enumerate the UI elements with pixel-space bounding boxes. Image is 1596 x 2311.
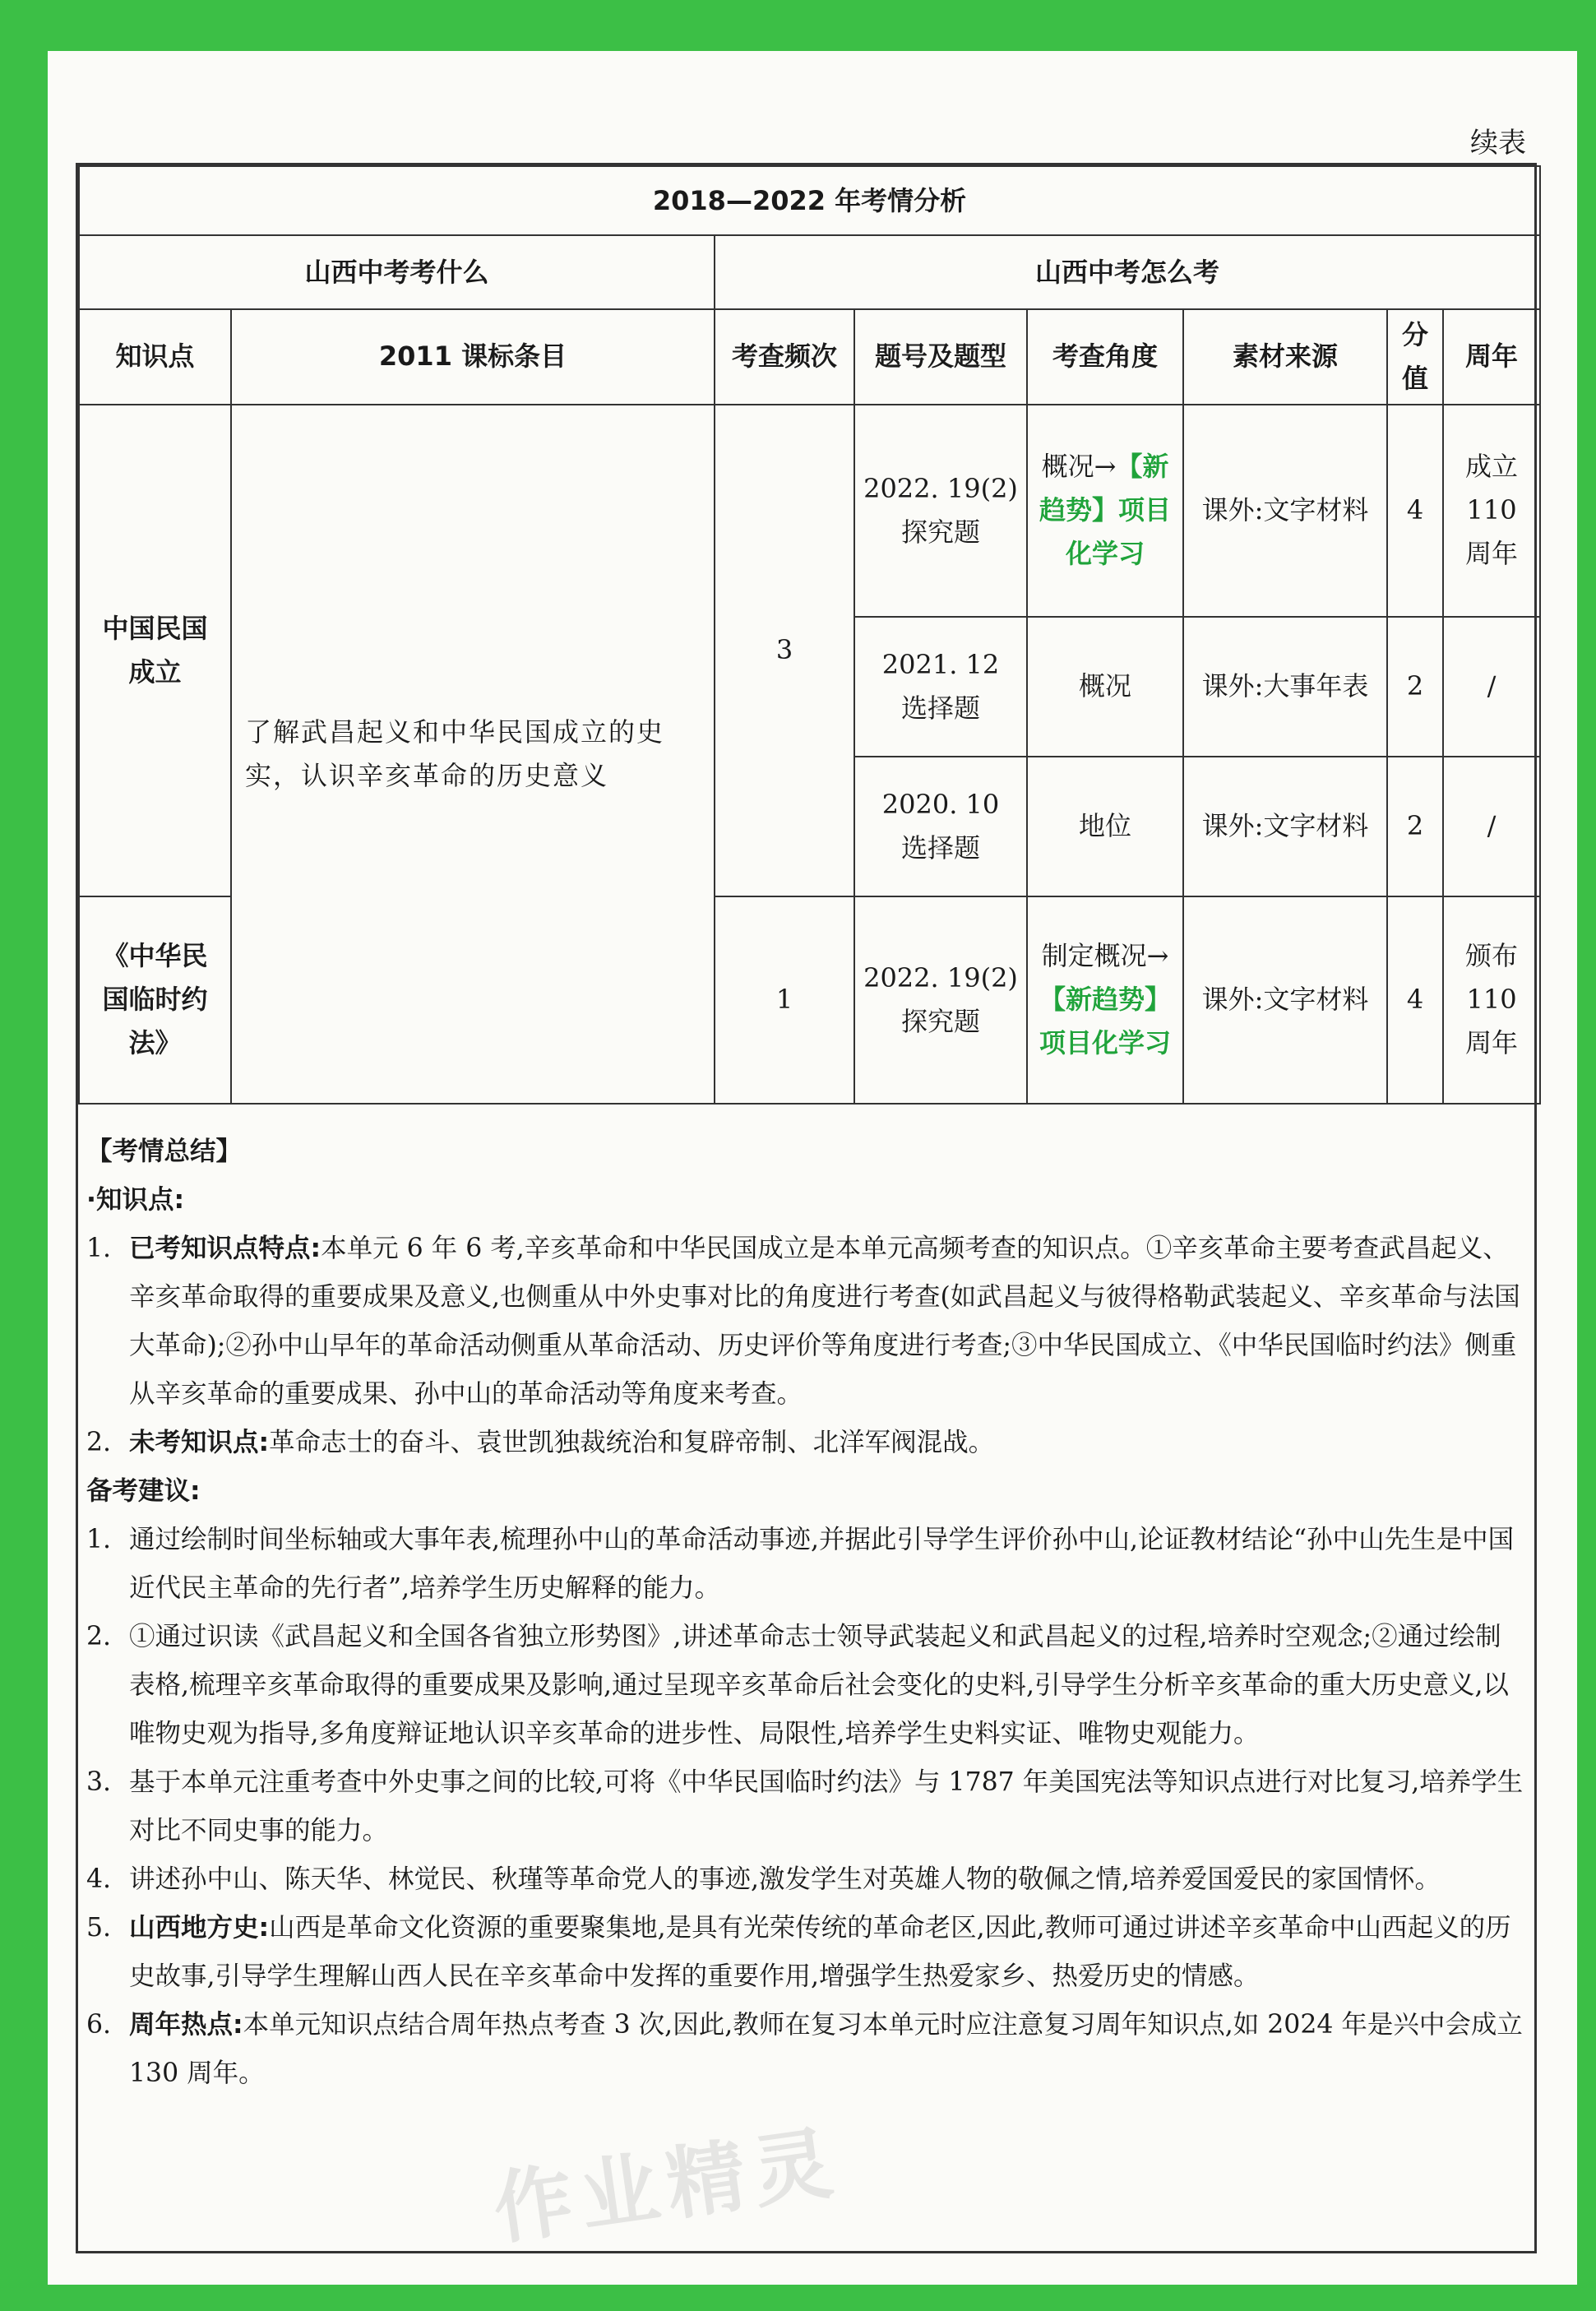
frequency-2: 1 (715, 896, 854, 1104)
summary-item (86, 1419, 1524, 1467)
angle-prefix: 制定概况→ (1041, 940, 1169, 972)
item-text: 革命志士的奋斗、袁世凯独裁统治和复辟帝制、北洋军阀混战。 (269, 1428, 995, 1457)
header-question: 题号及题型 (854, 309, 1027, 405)
header-source: 素材来源 (1183, 309, 1387, 405)
item-text: ①通过识读《武昌起义和全国各省独立形势图》,讲述革命志士领导武装起义和武昌起义的过程,培养时空观念;②通过绘制表格,梳理辛亥革命取得的重要成果及影响,通过呈现辛亥革命后社会变化的史料,引导学生分析辛亥革命的重大历史意义,以唯物史观为指导,多角度辩证地认识辛亥革命的进步性、局限性,培养学生史料实证、唯物史观能力。 (129, 1622, 1510, 1748)
item-number: 3. (86, 1767, 112, 1797)
header-knowledge: 知识点 (79, 309, 231, 405)
question-year: 2022. 19(2) (863, 472, 1018, 504)
continued-label: 续表 (1470, 127, 1526, 160)
anniversary-cell: / (1443, 617, 1540, 757)
question-year: 2021. 12 (881, 648, 1000, 680)
score-cell: 4 (1387, 405, 1443, 617)
knowledge-point-2: 《中华民国临时约法》 (79, 896, 231, 1104)
frequency-1: 3 (715, 405, 854, 896)
header-angle: 考查角度 (1027, 309, 1183, 405)
content-frame (76, 163, 1537, 2253)
group-header-left: 山西中考考什么 (79, 235, 715, 309)
item-text: 讲述孙中山、陈天华、林觉民、秋瑾等革命党人的事迹,激发学生对英雄人物的敬佩之情,培养爱国爱民的家国情怀。 (129, 1864, 1441, 1894)
source-cell: 课外:文字材料 (1183, 757, 1387, 896)
question-cell (854, 757, 1027, 896)
angle-cell: 概况 (1027, 617, 1183, 757)
header-anniversary: 周年 (1443, 309, 1540, 405)
item-number: 2. (86, 1622, 112, 1651)
advice-item (86, 1758, 1524, 1855)
item-label: 山西地方史: (129, 1913, 270, 1943)
summary-item (86, 1225, 1524, 1419)
item-label: 周年热点: (129, 2010, 243, 2040)
knowledge-heading: ·知识点: (86, 1185, 185, 1215)
advice-item (86, 1855, 1524, 1904)
item-text: 本单元知识点结合周年热点考查 3 次,因此,教师在复习本单元时应注意复习周年知识点,如 2024 年是兴中会成立 130 周年。 (129, 2010, 1523, 2088)
question-cell (854, 405, 1027, 617)
knowledge-point-1: 中国民国成立 (79, 405, 231, 896)
item-text: 本单元 6 年 6 考,辛亥革命和中华民国成立是本单元高频考查的知识点。①辛亥革命主要考查武昌起义、辛亥革命取得的重要成果及意义,也侧重从中外史事对比的角度进行考查(如武昌起义与彼得格勒武装起义、辛亥革命与法国大革命);②孙中山早年的革命活动侧重从革命活动、历史评价等角度进行考查;③中华民国成立、《中华民国临时约法》侧重从辛亥革命的重要成果、孙中山的革命活动等角度来考查。 (129, 1234, 1520, 1409)
question-type: 选择题 (900, 692, 980, 724)
item-number: 2. (86, 1428, 112, 1457)
page (48, 51, 1577, 2285)
question-type: 探究题 (900, 516, 980, 548)
exam-analysis-table (78, 165, 1541, 1105)
summary-heading: 【考情总结】 (86, 1137, 243, 1166)
anniversary-cell: 成立 110 周年 (1443, 405, 1540, 617)
header-frequency: 考查频次 (715, 309, 854, 405)
advice-heading: 备考建议: (86, 1476, 201, 1506)
item-text: 通过绘制时间坐标轴或大事年表,梳理孙中山的革命活动事迹,并据此引导学生评价孙中山,论证教材结论“孙中山先生是中国近代民主革命的先行者”,培养学生历史解释的能力。 (129, 1525, 1515, 1603)
source-cell: 课外:文字材料 (1183, 405, 1387, 617)
question-year: 2022. 19(2) (863, 961, 1018, 993)
question-type: 选择题 (900, 831, 980, 864)
table-title: 2018—2022 年考情分析 (79, 166, 1540, 235)
question-cell (854, 896, 1027, 1104)
header-score: 分值 (1387, 309, 1443, 405)
angle-prefix: 概况→ (1041, 451, 1117, 483)
angle-cell (1027, 896, 1183, 1104)
item-label: 已考知识点特点: (129, 1234, 322, 1263)
angle-cell: 地位 (1027, 757, 1183, 896)
score-cell: 2 (1387, 617, 1443, 757)
advice-item (86, 2001, 1524, 2098)
advice-item (86, 1904, 1524, 2001)
item-number: 5. (86, 1913, 112, 1943)
table-row (79, 405, 1540, 617)
advice-item (86, 1613, 1524, 1758)
item-text: 山西是革命文化资源的重要聚集地,是具有光荣传统的革命老区,因此,教师可通过讲述辛亥革命中山西起义的历史故事,引导学生理解山西人民在辛亥革命中发挥的重要作用,增强学生热爱家乡、热爱历史的情感。 (129, 1913, 1511, 1991)
source-cell: 课外:文字材料 (1183, 896, 1387, 1104)
advice-item (86, 1516, 1524, 1613)
question-type: 探究题 (900, 1005, 980, 1037)
watermark: 作业精灵 (488, 2115, 846, 2256)
item-number: 1. (86, 1525, 112, 1554)
item-number: 6. (86, 2010, 112, 2040)
new-trend-tag: 【新趋势】项目化学习 (1039, 451, 1171, 569)
score-cell: 2 (1387, 757, 1443, 896)
group-header-right: 山西中考怎么考 (715, 235, 1540, 309)
question-cell (854, 617, 1027, 757)
score-cell: 4 (1387, 896, 1443, 1104)
new-trend-tag: 【新趋势】项目化学习 (1039, 984, 1171, 1058)
item-label: 未考知识点: (129, 1428, 270, 1457)
item-number: 1. (86, 1234, 112, 1263)
item-text: 基于本单元注重考查中外史事之间的比较,可将《中华民国临时约法》与 1787 年美国宪法等知识点进行对比复习,培养学生对比不同史事的能力。 (129, 1767, 1524, 1846)
anniversary-cell: / (1443, 757, 1540, 896)
angle-cell (1027, 405, 1183, 617)
source-cell: 课外:大事年表 (1183, 617, 1387, 757)
anniversary-cell: 颁布 110 周年 (1443, 896, 1540, 1104)
header-standard: 2011 课标条目 (231, 309, 715, 405)
exam-summary (78, 1124, 1534, 2098)
standard-text: 了解武昌起义和中华民国成立的史实，认识辛亥革命的历史意义 (231, 405, 715, 1104)
question-year: 2020. 10 (881, 788, 1000, 820)
item-number: 4. (86, 1864, 112, 1894)
